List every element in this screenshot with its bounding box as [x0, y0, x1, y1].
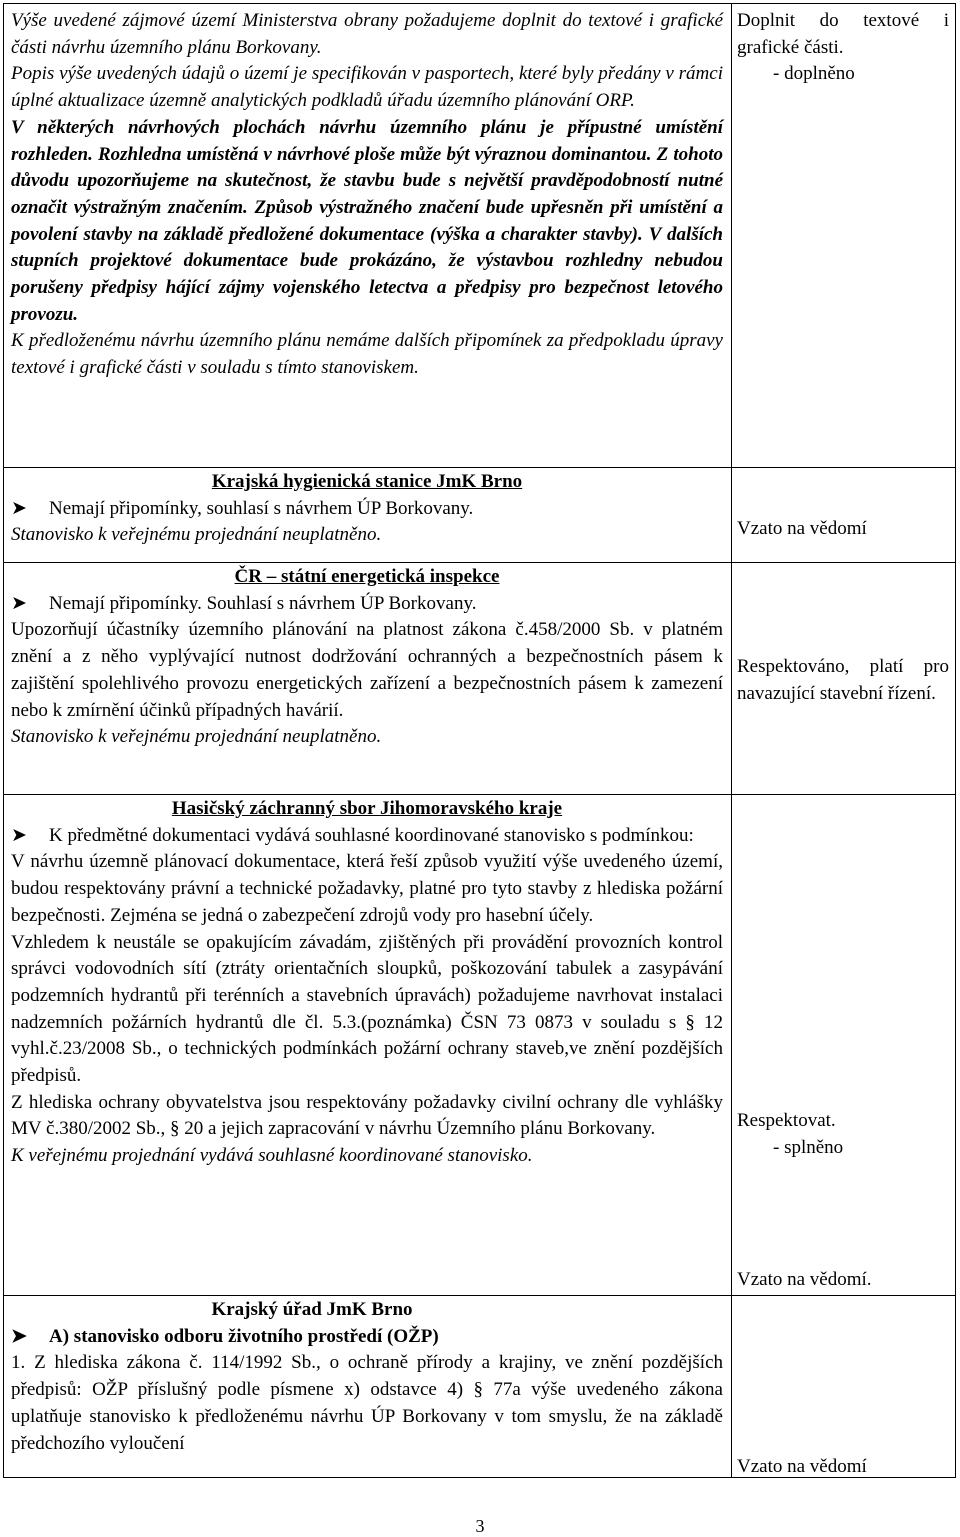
cei-comment-cell — [11, 564, 723, 751]
row-separator — [4, 562, 955, 563]
comments-table — [3, 3, 956, 1478]
column-divider — [731, 4, 732, 1477]
hzs-response-note-cell — [737, 1267, 949, 1294]
row-separator — [4, 1295, 955, 1296]
hzs-response-1: Respektovat. — [737, 1110, 836, 1131]
hzs-response-3: Vzato na vědomí. — [737, 1269, 872, 1290]
kraj-response: Vzato na vědomí — [737, 1456, 867, 1477]
cei-body: Upozorňují účastníky územního plánování na platnost zákona č.458/2000 Sb. v platném znění a z něho vyplývající nutnost dodržování ochranných a bezpečnostních pásem k zajištění spolehlivého provozu energetických zařízení a bezpečnostních pásem k zamezení nebo k zmírnění účinků případných havárií. — [11, 619, 723, 721]
khs-bullet — [11, 496, 723, 523]
hzs-comment-cell — [11, 796, 723, 1170]
khs-comment-cell — [11, 469, 723, 549]
kraj-response-cell — [737, 1454, 949, 1481]
mo-paragraph-4: K předloženému návrhu územního plánu nemáme dalších připomínek za předpokladu úpravy textové i grafické části v souladu s tímto stanoviskem. — [11, 330, 723, 379]
hzs-note: K veřejnému projednání vydává souhlasné koordinované stanovisko. — [11, 1145, 533, 1167]
hzs-bullet-text: K předmětné dokumentaci vydává souhlasné koordinované stanovisko s podmínkou: — [49, 824, 694, 846]
khs-bullet-text: Nemají připomínky, souhlasí s návrhem ÚP Borkovany. — [49, 497, 474, 519]
cei-title: ČR – státní energetická inspekce — [234, 566, 500, 587]
khs-title: Krajská hygienická stanice JmK Brno — [211, 471, 523, 492]
khs-note: Stanovisko k veřejnému projednání neuplatněno. — [11, 524, 382, 546]
kraj-bullet — [11, 1324, 723, 1351]
arrow-bullet-icon: ➤ — [11, 1325, 27, 1347]
mo-response-cell — [737, 8, 949, 88]
mo-paragraph-3: V některých návrhových plochách návrhu územního plánu je přípustné umístění rozhleden. Rozhledna umístěná v návrhové ploše může být výraznou dominantou. Z tohoto důvodu upozorňujeme na skutečnost, že stavbu bude s největší pravděpodobností nutné označit výstražným značením. Způsob výstražného značení bude upřesněn při umístění a povolení stavby na základě předložené dokumentace (výška a charakter stavby). V dalších stupních projektové dokumentace bude prokázáno, že výstavbou rozhledny nebudou porušeny předpisy hájící zájmy vojenského letectva a předpisy pro bezpečnost letového provozu. — [11, 116, 723, 325]
hzs-paragraph-3: Z hlediska ochrany obyvatelstva jsou respektovány požadavky civilní ochrany dle vyhlášky MV č.380/2002 Sb., § 20 a jejich zapracování v návrhu Územního plánu Borkovany. — [11, 1091, 723, 1140]
cei-bullet — [11, 591, 723, 618]
mo-comment-cell — [11, 8, 723, 382]
kraj-comment-cell — [11, 1297, 723, 1457]
cei-note: Stanovisko k veřejnému projednání neuplatněno. — [11, 726, 382, 748]
arrow-bullet-icon: ➤ — [11, 592, 27, 614]
hzs-paragraph-2: Vzhledem k neustále se opakujícím závadám, zjištěných při provádění provozních kontrol správci vodovodních sítí (ztráty orientačních sloupků, poškozování tabulek a zasypávání podzemních hydrantů při terénních a stavebních úpravách) požadujeme navrhovat instalaci nadzemních požárních hydrantů dle čl. 5.3.(poznámka) ČSN 73 0873 v souladu s § 12 vyhl.č.23/2008 Sb., o technických podmínkách požární ochrany staveb,ve znění pozdějších předpisů. — [11, 931, 723, 1087]
khs-response-cell — [737, 516, 949, 543]
arrow-bullet-icon: ➤ — [11, 497, 27, 519]
mo-paragraph-2: Popis výše uvedených údajů o území je specifikován v pasportech, které byly předány v rámci úplné aktualizace územně analytických podkladů úřadu územního plánování ORP. — [11, 63, 723, 112]
mo-response-2: - doplněno — [773, 63, 855, 85]
mo-response-1: Doplnit do textové i grafické části. — [737, 10, 949, 58]
mo-paragraph-1: Výše uvedené zájmové území Ministerstva obrany požadujeme doplnit do textové i grafické části návrhu územního plánu Borkovany. — [11, 10, 723, 58]
kraj-bullet-text: A) stanovisko odboru životního prostředí (OŽP) — [49, 1325, 439, 1347]
arrow-bullet-icon: ➤ — [11, 824, 27, 846]
cei-response: Respektováno, platí pro navazující stavební řízení. — [737, 656, 949, 704]
hzs-response-2: - splněno — [773, 1136, 844, 1158]
khs-response: Vzato na vědomí — [737, 518, 867, 539]
cei-response-cell — [737, 654, 949, 707]
kraj-title: Krajský úřad JmK Brno — [211, 1299, 413, 1320]
page-number: 3 — [475, 1516, 485, 1536]
hzs-paragraph-1: V návrhu územně plánovací dokumentace, která řeší způsob využití výše uvedeného území, budou respektovány právní a technické požadavky, platné pro tyto stavby z hlediska požární bezpečnosti. Zejména se jedná o zabezpečení zdrojů vody pro hasební účely. — [11, 851, 723, 926]
hzs-response-cell — [737, 1108, 949, 1161]
kraj-paragraph-1: 1. Z hlediska zákona č. 114/1992 Sb., o ochraně přírody a krajiny, ve znění pozdějších předpisů: OŽP příslušný podle písmene x) odstavce 4) § 77a výše uvedeného zákona uplatňuje stanovisko k předloženému návrhu ÚP Borkovany v tom smyslu, že na základě předchozího vyloučení — [11, 1352, 723, 1454]
cei-bullet-text: Nemají připomínky. Souhlasí s návrhem ÚP Borkovany. — [49, 592, 477, 614]
row-separator — [4, 794, 955, 795]
hzs-title: Hasičský záchranný sbor Jihomoravského kraje — [171, 798, 563, 819]
hzs-bullet — [11, 823, 723, 850]
row-separator — [4, 467, 955, 468]
